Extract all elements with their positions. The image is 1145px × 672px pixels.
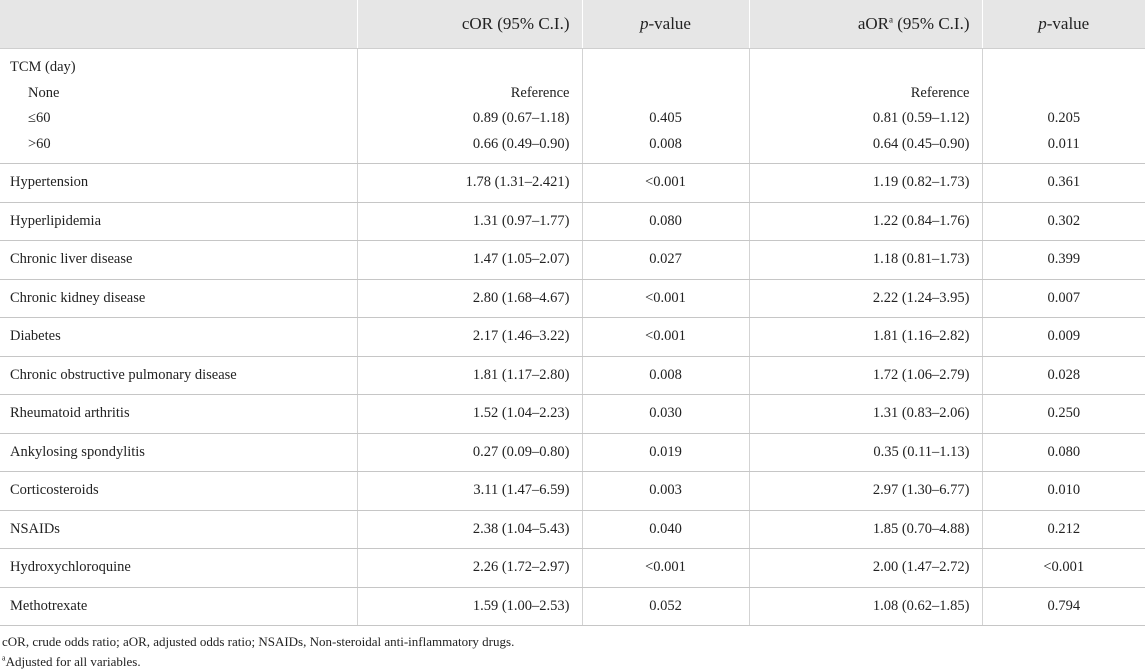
footnote-a — [2, 652, 1145, 672]
row-aor: 0.35 (0.11–1.13) — [749, 433, 982, 472]
row-p2: 0.080 — [982, 433, 1145, 472]
row-label: Corticosteroids — [0, 472, 357, 511]
row-p1: <0.001 — [582, 164, 749, 203]
tcm-p1: 0.008 — [649, 135, 682, 152]
row-cor: 1.78 (1.31–2.421) — [357, 164, 582, 203]
row-p1: 0.019 — [582, 433, 749, 472]
table-row — [0, 202, 1145, 241]
tcm-p2: 0.011 — [1047, 135, 1080, 152]
row-label: Chronic obstructive pulmonary disease — [0, 356, 357, 395]
tcm-label-cell — [0, 49, 357, 164]
tcm-aor: 0.64 (0.45–0.90) — [872, 135, 970, 152]
row-p2: 0.794 — [982, 587, 1145, 626]
row-label: NSAIDs — [0, 510, 357, 549]
row-cor: 2.80 (1.68–4.67) — [357, 279, 582, 318]
row-p2: 0.212 — [982, 510, 1145, 549]
row-p1: 0.003 — [582, 472, 749, 511]
row-p1: 0.080 — [582, 202, 749, 241]
table-row — [0, 510, 1145, 549]
table-row — [0, 433, 1145, 472]
row-cor: 1.81 (1.17–2.80) — [357, 356, 582, 395]
row-p2: 0.302 — [982, 202, 1145, 241]
table-body — [0, 49, 1145, 626]
table-footnotes — [0, 632, 1145, 672]
tcm-spacer — [593, 55, 739, 81]
row-p2: <0.001 — [982, 549, 1145, 588]
row-p2: 0.361 — [982, 164, 1145, 203]
row-aor: 1.19 (0.82–1.73) — [749, 164, 982, 203]
row-cor: 2.26 (1.72–2.97) — [357, 549, 582, 588]
row-label: Methotrexate — [0, 587, 357, 626]
row-aor: 1.85 (0.70–4.88) — [749, 510, 982, 549]
row-aor: 1.22 (0.84–1.76) — [749, 202, 982, 241]
row-p2: 0.399 — [982, 241, 1145, 280]
row-p1: 0.008 — [582, 356, 749, 395]
row-p1: 0.052 — [582, 587, 749, 626]
footnote-a-text: Adjusted for all variables. — [5, 654, 141, 669]
tcm-aor-cell — [749, 49, 982, 164]
tcm-cor: 0.66 (0.49–0.90) — [472, 135, 570, 152]
row-p1: <0.001 — [582, 279, 749, 318]
header-p2-rest: -value — [1046, 14, 1090, 33]
row-cor: 1.52 (1.04–2.23) — [357, 395, 582, 434]
row-cor: 1.31 (0.97–1.77) — [357, 202, 582, 241]
header-variable — [0, 0, 357, 49]
row-label: Rheumatoid arthritis — [0, 395, 357, 434]
row-cor: 2.38 (1.04–5.43) — [357, 510, 582, 549]
tcm-sub-label: ≤60 — [28, 110, 51, 126]
row-aor: 1.31 (0.83–2.06) — [749, 395, 982, 434]
row-label: Chronic kidney disease — [0, 279, 357, 318]
tcm-p2-cell — [982, 49, 1145, 164]
header-p-rest: -value — [648, 14, 691, 33]
tcm-p1 — [593, 81, 739, 107]
row-cor: 2.17 (1.46–3.22) — [357, 318, 582, 357]
header-aor — [749, 0, 982, 49]
tcm-p1: 0.405 — [649, 110, 682, 126]
row-label: Hydroxychloroquine — [0, 549, 357, 588]
tcm-sub-label: >60 — [28, 135, 51, 152]
table-row — [0, 549, 1145, 588]
row-cor: 1.59 (1.00–2.53) — [357, 587, 582, 626]
row-label: Ankylosing spondylitis — [0, 433, 357, 472]
footnote-abbreviations: cOR, crude odds ratio; aOR, adjusted odds ratio; NSAIDs, Non-steroidal anti-inflammatory drugs. — [2, 634, 515, 649]
row-p1: <0.001 — [582, 549, 749, 588]
row-p1: 0.040 — [582, 510, 749, 549]
table-row — [0, 356, 1145, 395]
row-p2: 0.010 — [982, 472, 1145, 511]
tcm-sub-label: None — [28, 84, 60, 101]
row-p2: 0.009 — [982, 318, 1145, 357]
tcm-spacer — [760, 55, 970, 81]
table-header — [0, 0, 1145, 49]
table-row — [0, 318, 1145, 357]
row-p1: <0.001 — [582, 318, 749, 357]
row-cor: 3.11 (1.47–6.59) — [357, 472, 582, 511]
header-p-italic: p — [640, 14, 649, 33]
row-label: Hypertension — [0, 164, 357, 203]
row-label: Diabetes — [0, 318, 357, 357]
row-aor: 2.97 (1.30–6.77) — [749, 472, 982, 511]
row-aor: 1.08 (0.62–1.85) — [749, 587, 982, 626]
row-aor: 1.72 (1.06–2.79) — [749, 356, 982, 395]
header-aor-sup: a — [889, 14, 894, 25]
row-label: Chronic liver disease — [0, 241, 357, 280]
tcm-spacer — [993, 55, 1136, 81]
row-aor: 2.00 (1.47–2.72) — [749, 549, 982, 588]
table-row — [0, 164, 1145, 203]
header-row — [0, 0, 1145, 49]
table-row — [0, 472, 1145, 511]
header-p-value-adjusted — [982, 0, 1145, 49]
row-aor: 1.18 (0.81–1.73) — [749, 241, 982, 280]
header-p-value-crude — [582, 0, 749, 49]
row-cor: 0.27 (0.09–0.80) — [357, 433, 582, 472]
table-row — [0, 395, 1145, 434]
tcm-aor: 0.81 (0.59–1.12) — [872, 110, 970, 126]
table-row — [0, 241, 1145, 280]
table-row — [0, 587, 1145, 626]
tcm-spacer — [368, 55, 570, 81]
tcm-p2 — [993, 81, 1136, 107]
tcm-cor-cell — [357, 49, 582, 164]
header-aor-rest: (95% C.I.) — [893, 14, 970, 33]
row-p2: 0.250 — [982, 395, 1145, 434]
header-aor-main: aOR — [857, 14, 890, 33]
row-label: Hyperlipidemia — [0, 202, 357, 241]
row-aor: 2.22 (1.24–3.95) — [749, 279, 982, 318]
row-p1: 0.030 — [582, 395, 749, 434]
table-row — [0, 279, 1145, 318]
header-p2-italic: p — [1038, 14, 1047, 33]
row-p2: 0.028 — [982, 356, 1145, 395]
footnote-a-mark: a — [2, 653, 6, 663]
row-p1: 0.027 — [582, 241, 749, 280]
tcm-aor: Reference — [910, 84, 970, 101]
tcm-p2: 0.205 — [1047, 110, 1081, 126]
row-aor: 1.81 (1.16–2.82) — [749, 318, 982, 357]
tcm-label: TCM (day) — [10, 59, 76, 75]
row-cor: 1.47 (1.05–2.07) — [357, 241, 582, 280]
row-p2: 0.007 — [982, 279, 1145, 318]
tcm-cor: 0.89 (0.67–1.18) — [472, 110, 570, 126]
tcm-p1-cell — [582, 49, 749, 164]
tcm-cor: Reference — [510, 84, 570, 101]
header-cor: cOR (95% C.I.) — [357, 0, 582, 49]
table-row-tcm — [0, 49, 1145, 164]
